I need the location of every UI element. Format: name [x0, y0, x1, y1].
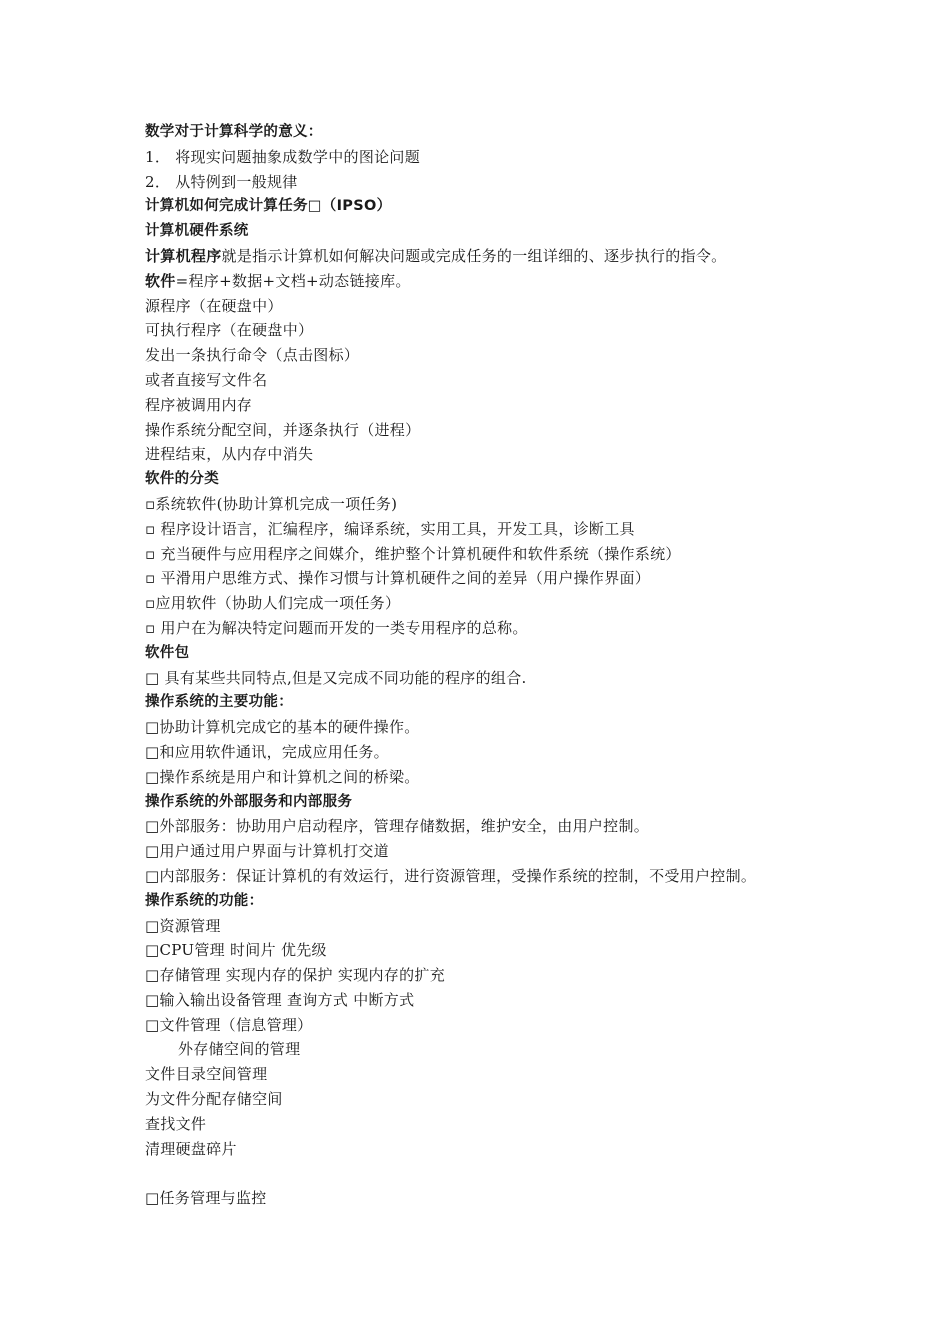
- bullet-item: □CPU管理 时间片 优先级: [145, 941, 327, 960]
- text-line: 查找文件: [145, 1114, 207, 1133]
- bullet-item: □资源管理: [145, 916, 221, 935]
- text-line: 为文件分配存储空间: [145, 1090, 283, 1109]
- bullet-item: □任务管理与监控: [145, 1189, 267, 1208]
- heading-software-classification: 软件的分类: [145, 471, 219, 488]
- list-item: 2． 从特例到一般规律: [145, 172, 298, 191]
- bullet-item: ▫系统软件(协助计算机完成一项任务): [145, 494, 398, 513]
- bullet-item: □存储管理 实现内存的保护 实现内存的扩充: [145, 966, 446, 985]
- definition-text: =程序+数据+文档+动态链接库。: [175, 271, 411, 290]
- bullet-item: □输入输出设备管理 查询方式 中断方式: [145, 990, 415, 1009]
- heading-math-significance: 数学对于计算科学的意义：: [145, 124, 323, 140]
- term-program: 计算机程序: [145, 246, 222, 265]
- text-line: 发出一条执行命令（点击图标）: [145, 346, 360, 365]
- bullet-item: □用户通过用户界面与计算机打交道: [145, 842, 389, 861]
- text-line: 进程结束，从内存中消失: [145, 445, 314, 464]
- bullet-item: □ 具有某些共同特点,但是又完成不同功能的程序的组合.: [145, 668, 527, 687]
- bullet-item: ▫ 程序设计语言，汇编程序，编译系统，实用工具，开发工具，诊断工具: [145, 519, 635, 538]
- bullet-item: □和应用软件通讯，完成应用任务。: [145, 742, 389, 761]
- heading-software-package: 软件包: [145, 644, 190, 661]
- list-item: 1． 将现实问题抽象成数学中的图论问题: [145, 147, 421, 166]
- bullet-item: ▫应用软件（协助人们完成一项任务）: [145, 594, 401, 613]
- document-body: [145, 120, 865, 1211]
- bullet-item: ▫ 平滑用户思维方式、操作习惯与计算机硬件之间的差异（用户操作界面）: [145, 569, 651, 588]
- definition-text: 就是指示计算机如何解决问题或完成任务的一组详细的、逐步执行的指令。: [221, 246, 727, 265]
- heading-hardware-system: 计算机硬件系统: [145, 223, 249, 240]
- text-line: 操作系统分配空间，并逐条执行（进程）: [145, 420, 421, 439]
- heading-os-services: 操作系统的外部服务和内部服务: [145, 793, 353, 810]
- bullet-item: ▫ 充当硬件与应用程序之间媒介，维护整个计算机硬件和软件系统（操作系统）: [145, 544, 681, 563]
- bullet-item: □协助计算机完成它的基本的硬件操作。: [145, 718, 420, 737]
- definition-software: [145, 269, 865, 294]
- text-line: 清理硬盘碎片: [145, 1139, 237, 1158]
- bullet-item: □外部服务：协助用户启动程序，管理存储数据，维护安全，由用户控制。: [145, 817, 650, 836]
- blank-line: [145, 1161, 865, 1186]
- text-line: 文件目录空间管理: [145, 1065, 268, 1084]
- bullet-item: □文件管理（信息管理）: [145, 1015, 313, 1034]
- heading-ipso: 计算机如何完成计算任务□（IPSO）: [145, 198, 392, 215]
- text-line: 可执行程序（在硬盘中）: [145, 321, 314, 340]
- bullet-item: ▫ 用户在为解决特定问题而开发的一类专用程序的总称。: [145, 618, 528, 637]
- bullet-item: □内部服务：保证计算机的有效运行，进行资源管理，受操作系统的控制，不受用户控制。: [145, 866, 757, 885]
- text-line: 程序被调用内存: [145, 395, 253, 414]
- heading-os-main-functions: 操作系统的主要功能：: [145, 694, 293, 711]
- indented-text-line: 外存储空间的管理: [178, 1040, 301, 1059]
- term-software: 软件: [145, 271, 176, 290]
- definition-program: [145, 244, 865, 269]
- text-line: 或者直接写文件名: [145, 370, 268, 389]
- heading-os-functions: 操作系统的功能：: [145, 892, 264, 909]
- text-line: 源程序（在硬盘中）: [145, 296, 283, 315]
- bullet-item: □操作系统是用户和计算机之间的桥梁。: [145, 767, 420, 786]
